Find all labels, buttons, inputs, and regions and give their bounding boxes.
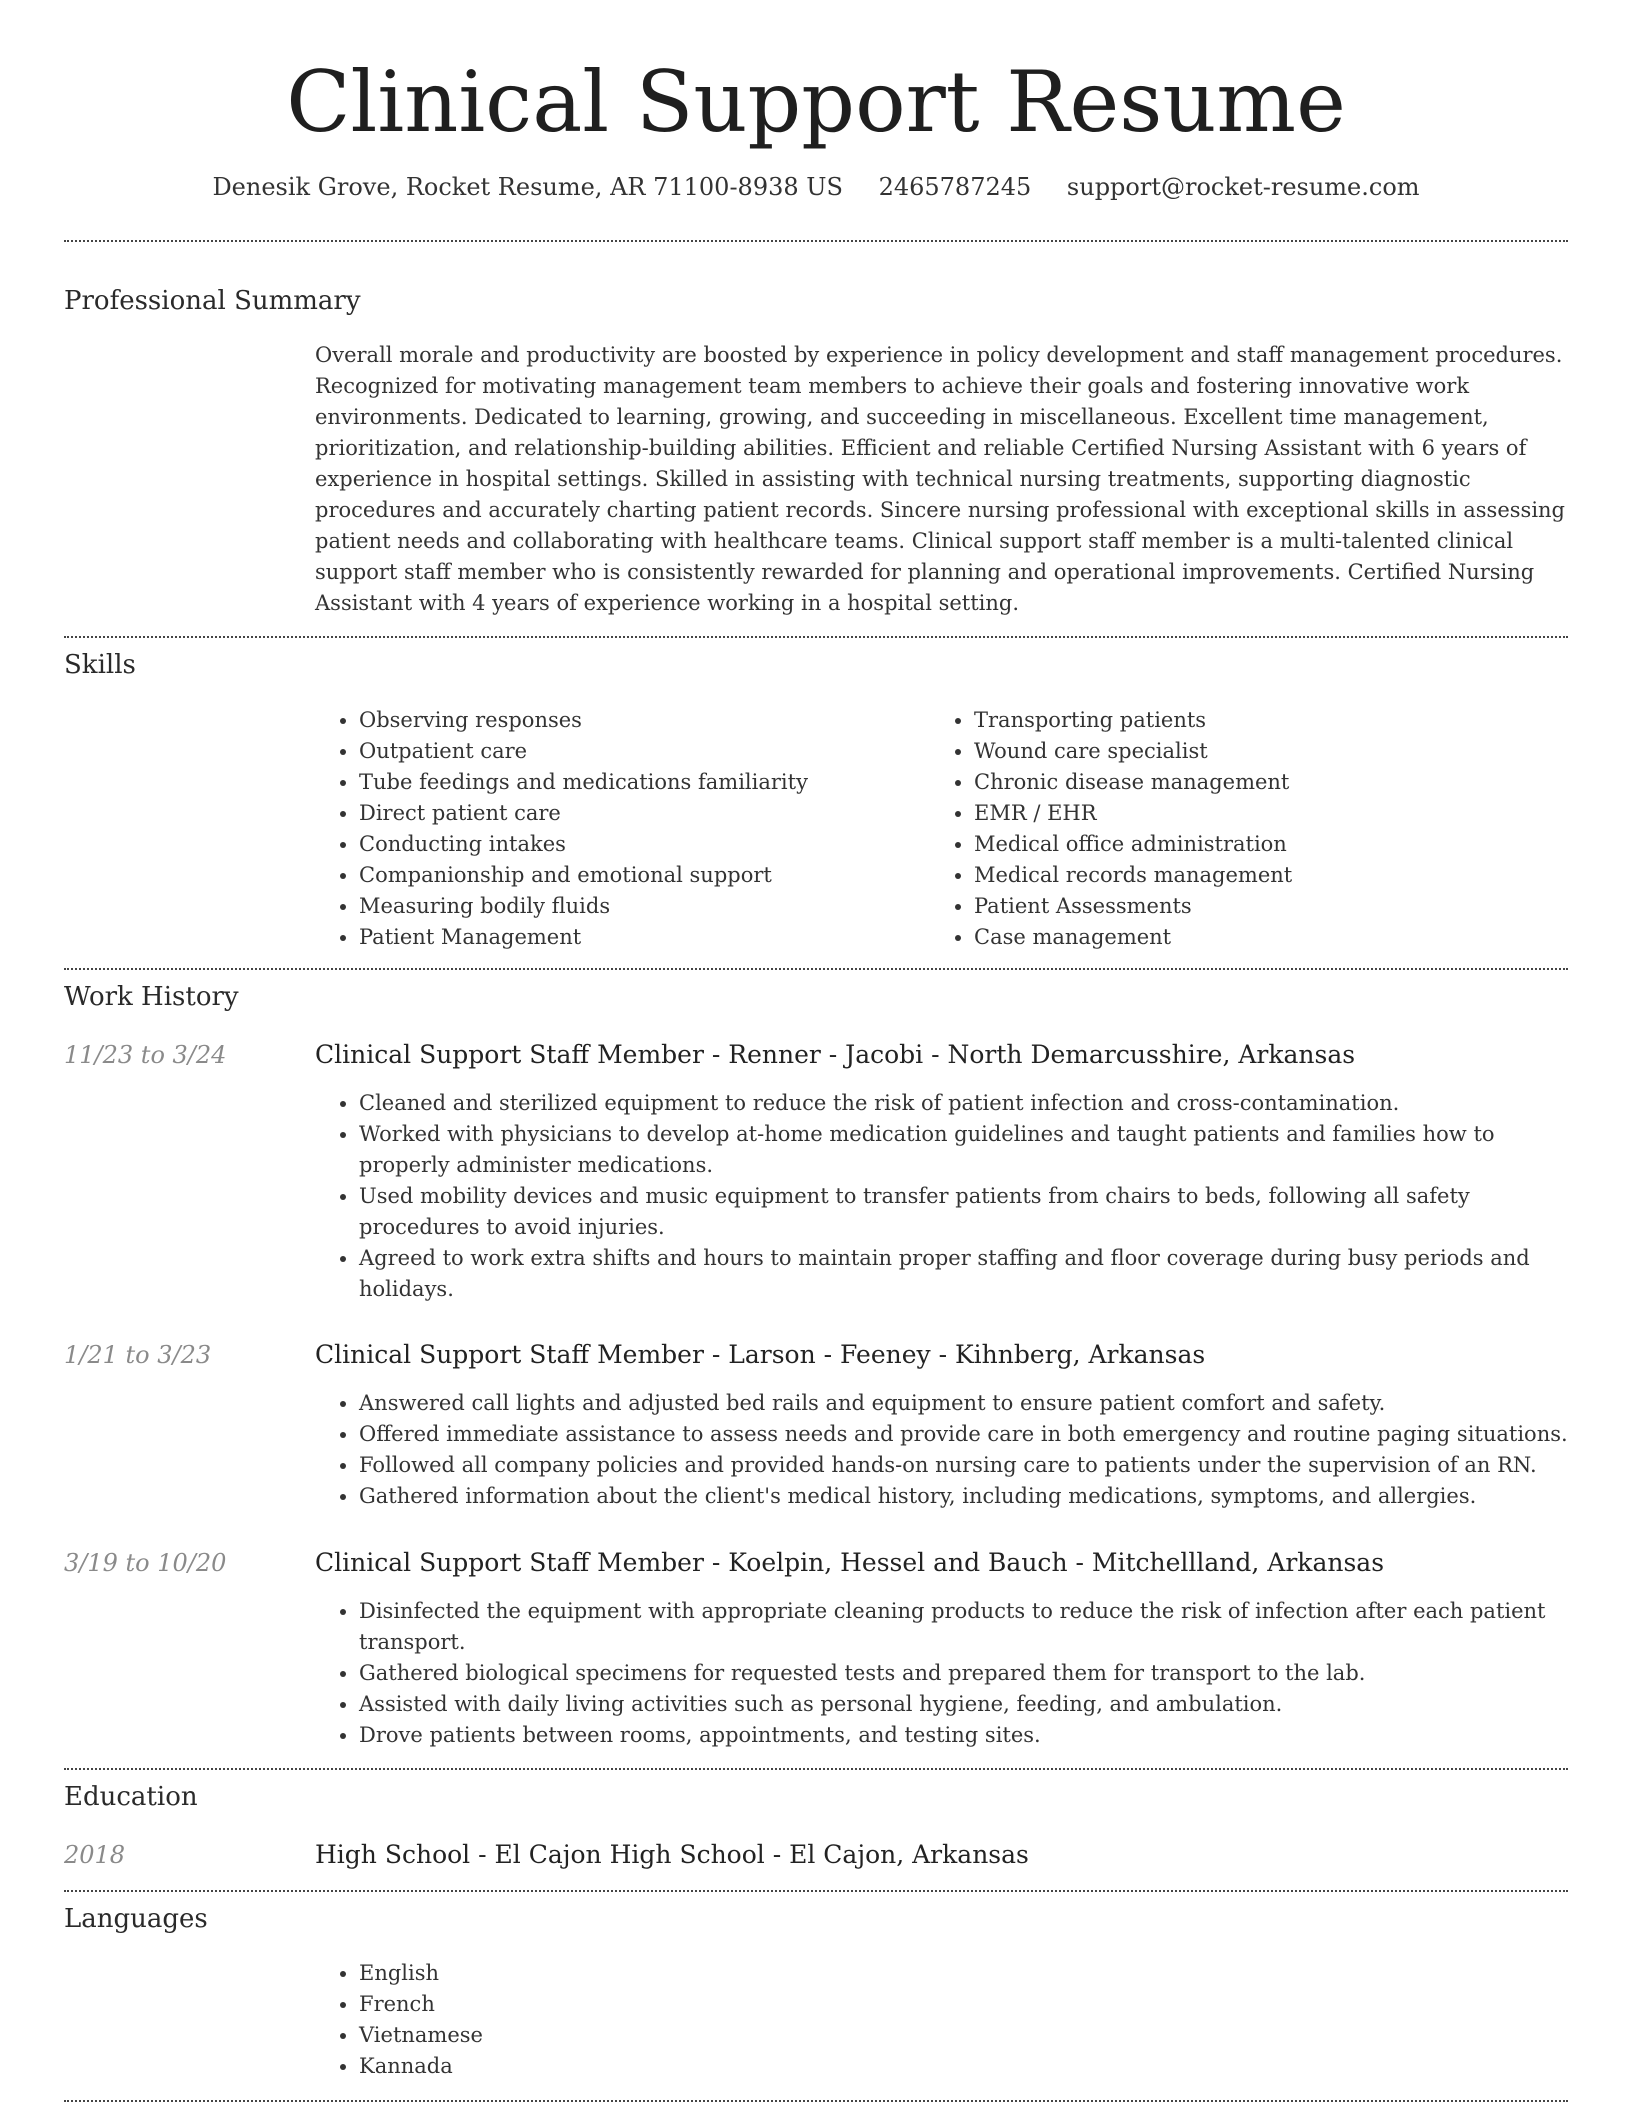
skill-item: • Medical records management bbox=[974, 860, 1530, 891]
job-bullet: • Assisted with daily living activities such as personal hygiene, feeding, and ambulation. bbox=[359, 1689, 1570, 1720]
job-bullets bbox=[315, 1388, 1570, 1512]
job-bullet: • Cleaned and sterilized equipment to reduce the risk of patient infection and cross-contamination. bbox=[359, 1088, 1570, 1119]
job-bullet: • Agreed to work extra shifts and hours to maintain proper staffing and floor coverage during busy periods and holidays. bbox=[359, 1243, 1570, 1305]
job-title: Clinical Support Staff Member - Larson - Feeney - Kihnberg, Arkansas bbox=[315, 1340, 1206, 1369]
language-item: • Vietnamese bbox=[359, 2020, 1570, 2051]
languages-heading: Languages bbox=[64, 1904, 208, 1934]
job-bullet: • Offered immediate assistance to assess needs and provide care in both emergency and routine paging situations. bbox=[359, 1419, 1570, 1450]
education-heading: Education bbox=[64, 1782, 198, 1812]
education-entry: High School - El Cajon High School - El Cajon, Arkansas bbox=[315, 1840, 1029, 1869]
skill-item: • Patient Management bbox=[359, 922, 915, 953]
divider bbox=[64, 636, 1568, 638]
divider bbox=[64, 968, 1568, 970]
summary-text: Overall morale and productivity are boosted by experience in policy development and staff management procedures. Recognized for motivating management team members to achieve their goals and fostering innovative work environments. Dedicated to learning, growing, and succeeding in miscellaneous. Excellent time management, prioritization, and relationship-building abilities. Efficient and reliable Certified Nursing Assistant with 6 years of experience in hospital settings. Skilled in assisting with technical nursing treatments, supporting diagnostic procedures and accurately charting patient records. Sincere nursing professional with exceptional skills in assessing patient needs and collaborating with healthcare teams. Clinical support staff member is a multi-talented clinical support staff member who is consistently rewarded for planning and operational improvements. Certified Nursing Assistant with 4 years of experience working in a hospital setting. bbox=[315, 343, 1566, 615]
job-bullet: • Used mobility devices and music equipment to transfer patients from chairs to beds, following all safety procedures to avoid injuries. bbox=[359, 1181, 1570, 1243]
skill-item: • Case management bbox=[974, 922, 1530, 953]
job-dates: 3/19 to 10/20 bbox=[64, 1549, 227, 1577]
job-title: Clinical Support Staff Member - Renner - Jacobi - North Demarcusshire, Arkansas bbox=[315, 1040, 1356, 1069]
job-title: Clinical Support Staff Member - Koelpin, Hessel and Bauch - Mitchellland, Arkansas bbox=[315, 1548, 1385, 1577]
skill-item: • Outpatient care bbox=[359, 736, 915, 767]
education-year: 2018 bbox=[64, 1841, 126, 1869]
skill-item: • Conducting intakes bbox=[359, 829, 915, 860]
skill-item: • Medical office administration bbox=[974, 829, 1530, 860]
job-dates: 11/23 to 3/24 bbox=[64, 1041, 227, 1069]
skills-heading: Skills bbox=[64, 650, 136, 680]
language-item: • English bbox=[359, 1958, 1570, 1989]
skill-item: • EMR / EHR bbox=[974, 798, 1530, 829]
skill-item: • Measuring bodily fluids bbox=[359, 891, 915, 922]
work-history-heading: Work History bbox=[64, 982, 239, 1012]
skill-item: • Patient Assessments bbox=[974, 891, 1530, 922]
language-item: • Kannada bbox=[359, 2051, 1570, 2082]
job-bullet: • Answered call lights and adjusted bed rails and equipment to ensure patient comfort and safety. bbox=[359, 1388, 1570, 1419]
skill-item: • Transporting patients bbox=[974, 705, 1530, 736]
resume-title: Clinical Support Resume bbox=[286, 53, 1346, 151]
skill-item: • Direct patient care bbox=[359, 798, 915, 829]
skill-item: • Chronic disease management bbox=[974, 767, 1530, 798]
job-bullet: • Disinfected the equipment with appropriate cleaning products to reduce the risk of infection after each patient transport. bbox=[359, 1596, 1570, 1658]
languages-list bbox=[315, 1958, 1570, 2082]
divider bbox=[64, 1768, 1568, 1770]
skill-item: • Observing responses bbox=[359, 705, 915, 736]
contact-email: support@rocket-resume.com bbox=[1066, 173, 1420, 201]
job-bullet: • Followed all company policies and provided hands-on nursing care to patients under the supervision of an RN. bbox=[359, 1450, 1570, 1481]
divider bbox=[64, 1890, 1568, 1892]
language-item: • French bbox=[359, 1989, 1570, 2020]
divider bbox=[64, 240, 1568, 242]
job-bullets bbox=[315, 1088, 1570, 1305]
skills-right-column bbox=[930, 705, 1530, 953]
skills-left-column bbox=[315, 705, 915, 953]
job-bullet: • Gathered biological specimens for requested tests and prepared them for transport to the lab. bbox=[359, 1658, 1570, 1689]
contact-line bbox=[0, 170, 1632, 204]
job-bullets bbox=[315, 1596, 1570, 1751]
divider bbox=[64, 2100, 1568, 2102]
contact-phone: 2465787245 bbox=[878, 173, 1032, 201]
job-bullet: • Gathered information about the client's medical history, including medications, symptoms, and allergies. bbox=[359, 1481, 1570, 1512]
contact-address: Denesik Grove, Rocket Resume, AR 71100-8938 US bbox=[212, 173, 843, 201]
job-dates: 1/21 to 3/23 bbox=[64, 1341, 212, 1369]
skill-item: • Companionship and emotional support bbox=[359, 860, 915, 891]
skill-item: • Wound care specialist bbox=[974, 736, 1530, 767]
job-bullet: • Drove patients between rooms, appointments, and testing sites. bbox=[359, 1720, 1570, 1751]
job-bullet: • Worked with physicians to develop at-home medication guidelines and taught patients and families how to properly administer medications. bbox=[359, 1119, 1570, 1181]
skill-item: • Tube feedings and medications familiarity bbox=[359, 767, 915, 798]
summary-heading: Professional Summary bbox=[64, 286, 361, 316]
